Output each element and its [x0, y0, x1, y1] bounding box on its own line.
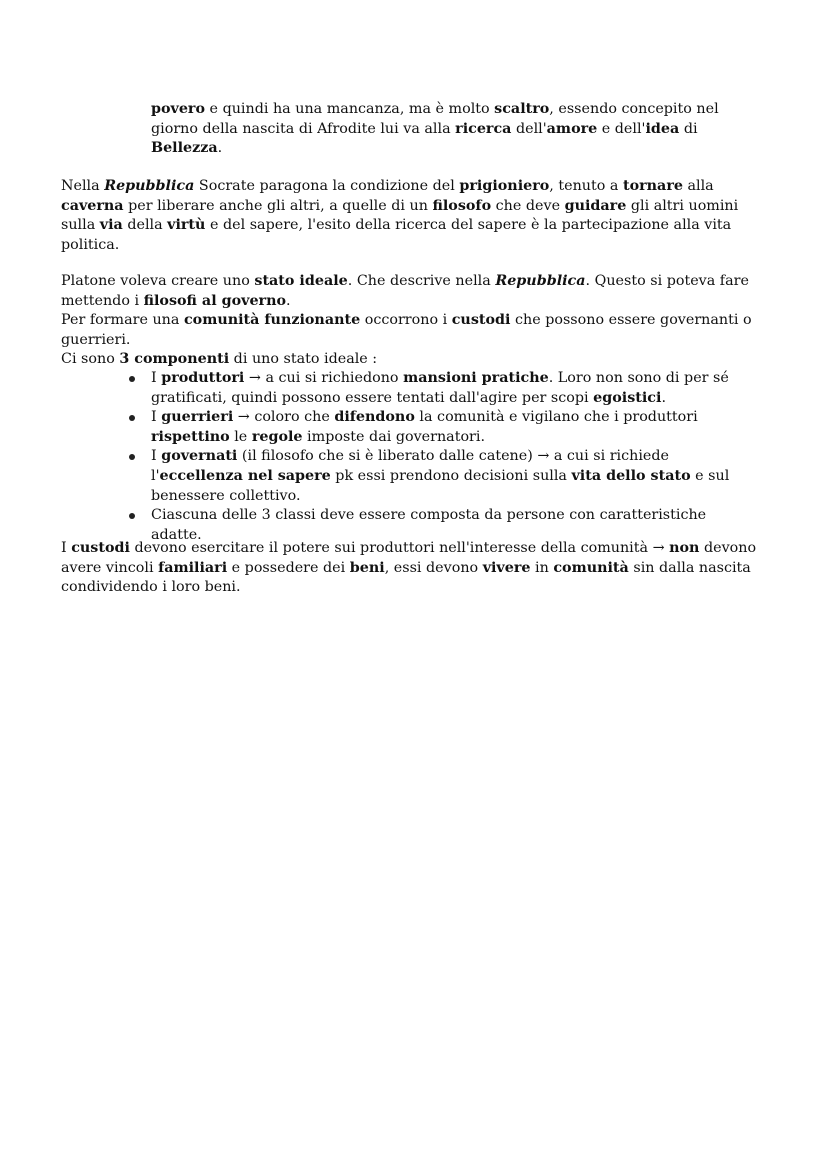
bold-term: comunità: [553, 559, 629, 576]
text-run: I: [151, 370, 162, 386]
bold-term: prigioniero: [459, 178, 550, 194]
text-run: in: [530, 559, 554, 576]
bold-italic-term: Repubblica: [495, 273, 586, 289]
bold-term: rispettino: [151, 428, 230, 445]
bold-term: Bellezza: [151, 140, 218, 157]
text-run: e del sapere, l'esito della ricerca del sapere è la partecipazione alla vita politica.: [61, 217, 732, 253]
text-run: Ci sono: [61, 351, 120, 368]
bold-term: eccellenza nel sapere: [159, 467, 331, 484]
bold-term: familiari: [158, 559, 228, 576]
text-run: , essi devono: [384, 559, 483, 576]
bold-term: vivere: [482, 559, 531, 576]
bold-term: non: [669, 540, 700, 556]
text-run: pk essi prendono decisioni sulla: [330, 467, 572, 484]
bold-term: comunità funzionante: [183, 312, 361, 329]
text-run: della: [122, 217, 168, 234]
bold-term: idea: [645, 120, 680, 137]
bold-term: custodi: [451, 312, 511, 329]
text-run: . Questo si poteva fare mettendo i: [61, 273, 749, 309]
text-run: imposte dai governatori.: [302, 428, 485, 445]
bold-term: custodi: [71, 540, 130, 556]
list-item: [124, 369, 751, 408]
text-run: e sul benessere collettivo.: [151, 467, 730, 504]
paragraph-eros-continuation: [151, 100, 766, 159]
bold-term: produttori: [161, 370, 245, 386]
components-list: [0, 369, 751, 545]
section-stato-ideale: [61, 272, 766, 370]
text-run: devono avere vincoli: [61, 540, 757, 576]
text-run: Platone voleva creare uno: [61, 273, 255, 289]
text-run: e dell': [597, 120, 646, 137]
text-run: Per formare una: [61, 312, 184, 329]
bold-italic-term: Repubblica: [104, 178, 195, 194]
bold-term: povero: [151, 101, 206, 117]
text-run: la comunità e vigilano che i produttori: [414, 409, 698, 426]
bold-term: vita dello stato: [571, 467, 691, 484]
text-run: I: [61, 540, 72, 556]
text-run: .: [217, 140, 223, 157]
text-run: di uno stato ideale :: [229, 351, 378, 368]
list-item: [124, 447, 751, 506]
text-run: dell': [511, 120, 547, 137]
text-run: (il filosofo che si è liberato dalle catene) → a cui si richiede l': [151, 448, 669, 484]
bold-term: mansioni pratiche: [403, 370, 549, 386]
bold-term: difendono: [334, 409, 415, 426]
text-run: devono esercitare il potere sui produttori nell'interesse della comunità →: [129, 540, 670, 556]
text-run: e quindi ha una mancanza, ma è molto: [205, 101, 495, 117]
text-run: che possono essere governanti o guerrieri.: [61, 312, 752, 348]
bold-term: egoistici: [593, 389, 662, 406]
text-run: sin dalla nascita condividendo i loro beni.: [61, 559, 751, 596]
bold-term: ricerca: [455, 120, 512, 137]
paragraph-custodi: [61, 311, 766, 350]
bold-term: amore: [546, 120, 598, 137]
text-run: . Che descrive nella: [347, 273, 496, 289]
bold-term: tornare: [622, 178, 683, 194]
text-run: Ciascuna delle 3 classi deve essere composta da persone con caratteristiche adatte.: [151, 507, 707, 543]
text-run: Socrate paragona la condizione del: [194, 178, 460, 194]
bold-term: virtù: [167, 217, 206, 234]
bold-term: governati: [161, 448, 238, 465]
text-run: I: [151, 409, 162, 426]
bold-term: regole: [251, 428, 303, 445]
paragraph-caverna: [61, 177, 766, 255]
text-run: .: [661, 389, 666, 406]
text-run: Nella: [61, 178, 105, 194]
paragraph-componenti: [61, 350, 766, 370]
text-run: per liberare anche gli altri, a quelle di un: [123, 197, 433, 214]
bold-term: beni: [349, 559, 385, 576]
paragraph-custodi-vita: [61, 539, 766, 598]
text-run: . Loro non sono di per sé gratificati, quindi possono essere tentati dall'agire per scopi: [151, 370, 729, 406]
text-run: le: [229, 428, 252, 445]
text-run: che deve: [491, 197, 565, 214]
text-run: , tenuto a: [549, 178, 623, 194]
text-run: di: [679, 120, 698, 137]
bold-term: guerrieri: [161, 409, 234, 426]
text-run: occorrono i: [360, 312, 452, 329]
bold-term: scaltro: [494, 101, 550, 117]
paragraph-stato-ideale: [61, 272, 766, 311]
list-item: [124, 408, 751, 447]
bold-term: guidare: [564, 197, 627, 214]
bold-term: 3 componenti: [119, 351, 230, 368]
bold-term: filosofo: [432, 197, 492, 214]
text-run: e possedere dei: [227, 559, 350, 576]
text-run: .: [286, 292, 291, 309]
text-run: alla: [682, 178, 714, 194]
bold-term: caverna: [61, 197, 124, 214]
bold-term: filosofi al governo: [143, 292, 286, 309]
bold-term: stato ideale: [254, 273, 348, 289]
text-run: → a cui si richiedono: [244, 370, 404, 386]
text-run: gli altri uomini sulla: [61, 197, 739, 234]
text-run: → coloro che: [233, 409, 335, 426]
text-run: , essendo concepito nel giorno della nascita di Afrodite lui va alla: [151, 101, 719, 137]
text-run: I: [151, 448, 162, 465]
bold-term: via: [99, 217, 123, 234]
